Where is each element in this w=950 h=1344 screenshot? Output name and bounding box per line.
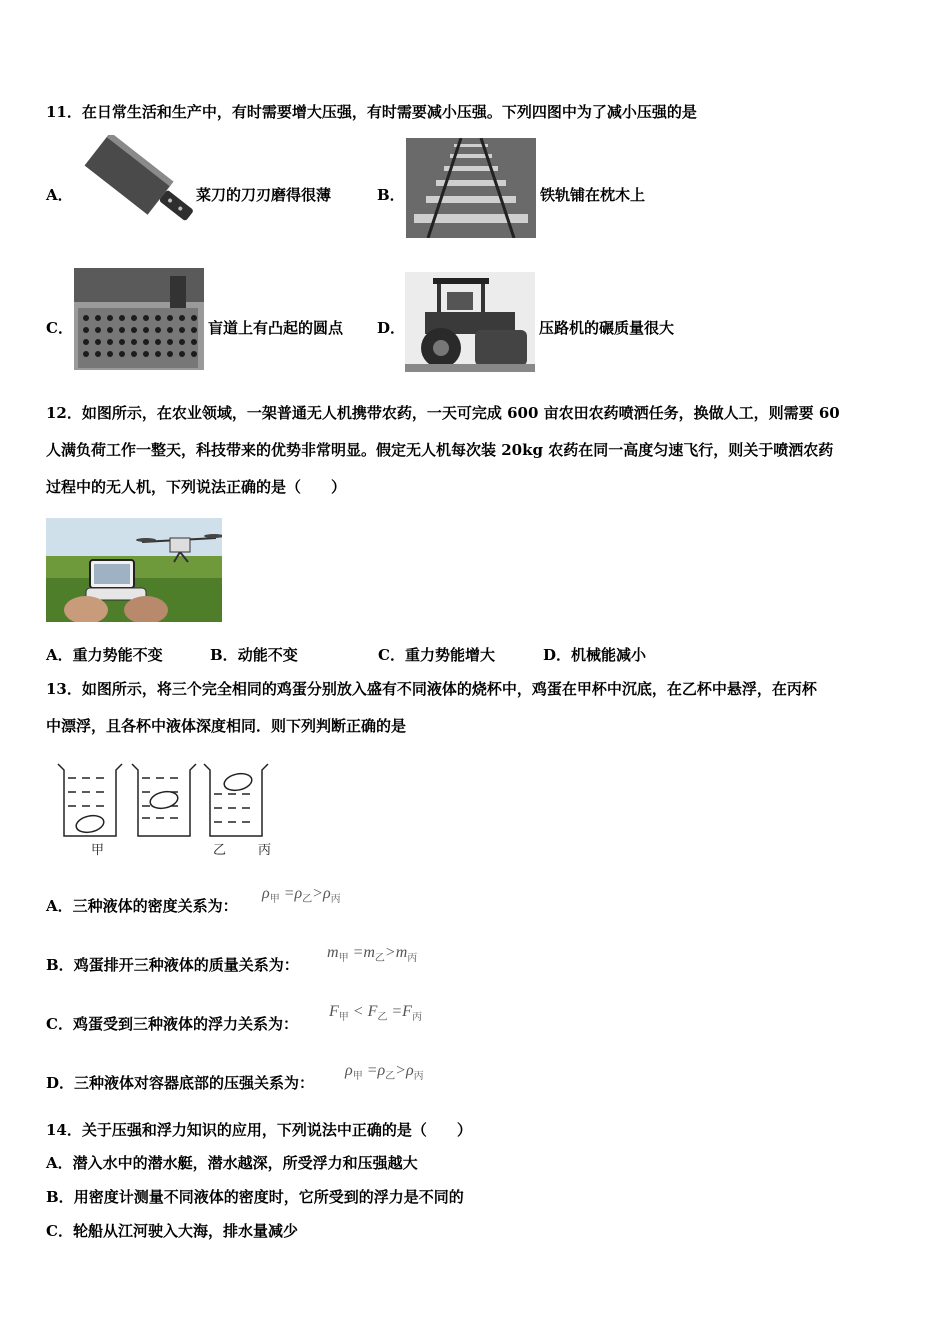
q11-option-d-text: 压路机的碾质量很大 <box>539 319 675 337</box>
q14-stem: 14．关于压强和浮力知识的应用，下列说法中正确的是（ ） <box>46 1121 472 1139</box>
q13-option-d-formula: $\rho_甲 =\rho_乙>\rho_丙$ <box>345 1062 424 1083</box>
q13-option-c <box>46 1014 298 1034</box>
q12-option-a-label: A． <box>46 646 73 664</box>
q13-option-c-formula: $F_甲 < F_乙 =F_丙$ <box>329 1003 422 1024</box>
q11-stem: 11．在日常生活和生产中，有时需要增大压强，有时需要减小压强。下列四图中为了减小压强的是 <box>46 103 697 121</box>
q13-option-c-label: C． <box>46 1015 73 1033</box>
q12-option-c-text: 重力势能增大 <box>404 646 495 664</box>
q13-option-b-text: 鸡蛋排开三种液体的质量关系为： <box>73 956 299 974</box>
q12-option-a <box>46 645 163 665</box>
q12-stem-line2: 人满负荷工作一整天，科技带来的优势非常明显。假定无人机每次装 20kg 农药在同一高度匀速飞行，则关于喷洒农药 <box>46 441 834 459</box>
q12-option-b-text: 动能不变 <box>237 646 298 664</box>
q12-option-d-label: D． <box>543 646 572 664</box>
q13-option-b-formula: $m_甲 =m_乙>m_丙$ <box>327 944 418 965</box>
q14-option-c <box>46 1221 298 1241</box>
q14-option-a-label: A． <box>46 1154 73 1172</box>
q11-option-d-label: D． <box>377 319 406 337</box>
q13-option-b <box>46 955 299 975</box>
drone-spraying-image <box>46 518 222 622</box>
q14-option-b-label: B． <box>46 1188 74 1206</box>
q13-option-a <box>46 896 238 916</box>
q13-stem-line2: 中漂浮，且各杯中液体深度相同．则下列判断正确的是 <box>46 717 407 735</box>
q13-option-d-text: 三种液体对容器底部的压强关系为： <box>74 1074 315 1092</box>
beaker-label-bing: 丙 <box>258 843 272 858</box>
q12-option-a-text: 重力势能不变 <box>72 646 163 664</box>
q12-option-d <box>543 645 646 665</box>
q12-option-d-text: 机械能减小 <box>571 646 647 664</box>
q12-stem-line1: 12．如图所示，在农业领域，一架普通无人机携带农药，一天可完成 600 亩农田农药喷洒任务，换做人工，则需要 60 <box>46 404 840 422</box>
q14-option-b-text: 用密度计测量不同液体的密度时，它所受到的浮力是不同的 <box>73 1188 464 1206</box>
q14-option-c-label: C． <box>46 1222 73 1240</box>
q13-option-d <box>46 1073 314 1093</box>
q13-option-c-text: 鸡蛋受到三种液体的浮力关系为： <box>72 1015 298 1033</box>
tactile-paving-image <box>74 268 204 370</box>
q11-option-a-label: A． <box>46 186 73 204</box>
beakers-diagram <box>52 760 282 860</box>
q13-option-a-formula: $\rho_甲 =\rho_乙>\rho_丙$ <box>262 885 341 906</box>
q11-option-b-label: B． <box>377 186 405 204</box>
q11-option-a-text: 菜刀的刀刃磨得很薄 <box>196 186 332 204</box>
q14-option-a-text: 潜入水中的潜水艇，潜水越深，所受浮力和压强越大 <box>72 1154 418 1172</box>
q13-option-b-label: B． <box>46 956 74 974</box>
q12-option-c <box>378 645 495 665</box>
q11-option-c-text: 盲道上有凸起的圆点 <box>208 319 344 337</box>
q13-option-a-text: 三种液体的密度关系为： <box>72 897 238 915</box>
beaker-label-jia: 甲 <box>91 843 105 858</box>
beaker-label-yi: 乙 <box>213 843 227 858</box>
q12-stem-line3: 过程中的无人机，下列说法正确的是（ ） <box>46 478 347 496</box>
q13-option-a-label: A． <box>46 897 73 915</box>
q12-option-c-label: C． <box>378 646 405 664</box>
q14-option-b <box>46 1187 464 1207</box>
railway-track-image <box>406 138 536 238</box>
q12-option-b <box>210 645 298 665</box>
kitchen-knife-image <box>78 135 193 231</box>
q11-option-b-text: 铁轨铺在枕木上 <box>540 186 646 204</box>
q12-option-b-label: B． <box>210 646 238 664</box>
q13-option-d-label: D． <box>46 1074 75 1092</box>
road-roller-image <box>405 272 535 372</box>
q14-option-c-text: 轮船从江河驶入大海，排水量减少 <box>72 1222 298 1240</box>
q11-option-c-label: C． <box>46 319 73 337</box>
q13-stem-line1: 13．如图所示，将三个完全相同的鸡蛋分别放入盛有不同液体的烧杯中，鸡蛋在甲杯中沉底，在乙杯中悬浮，在丙杯 <box>46 680 817 698</box>
q14-option-a <box>46 1153 418 1173</box>
